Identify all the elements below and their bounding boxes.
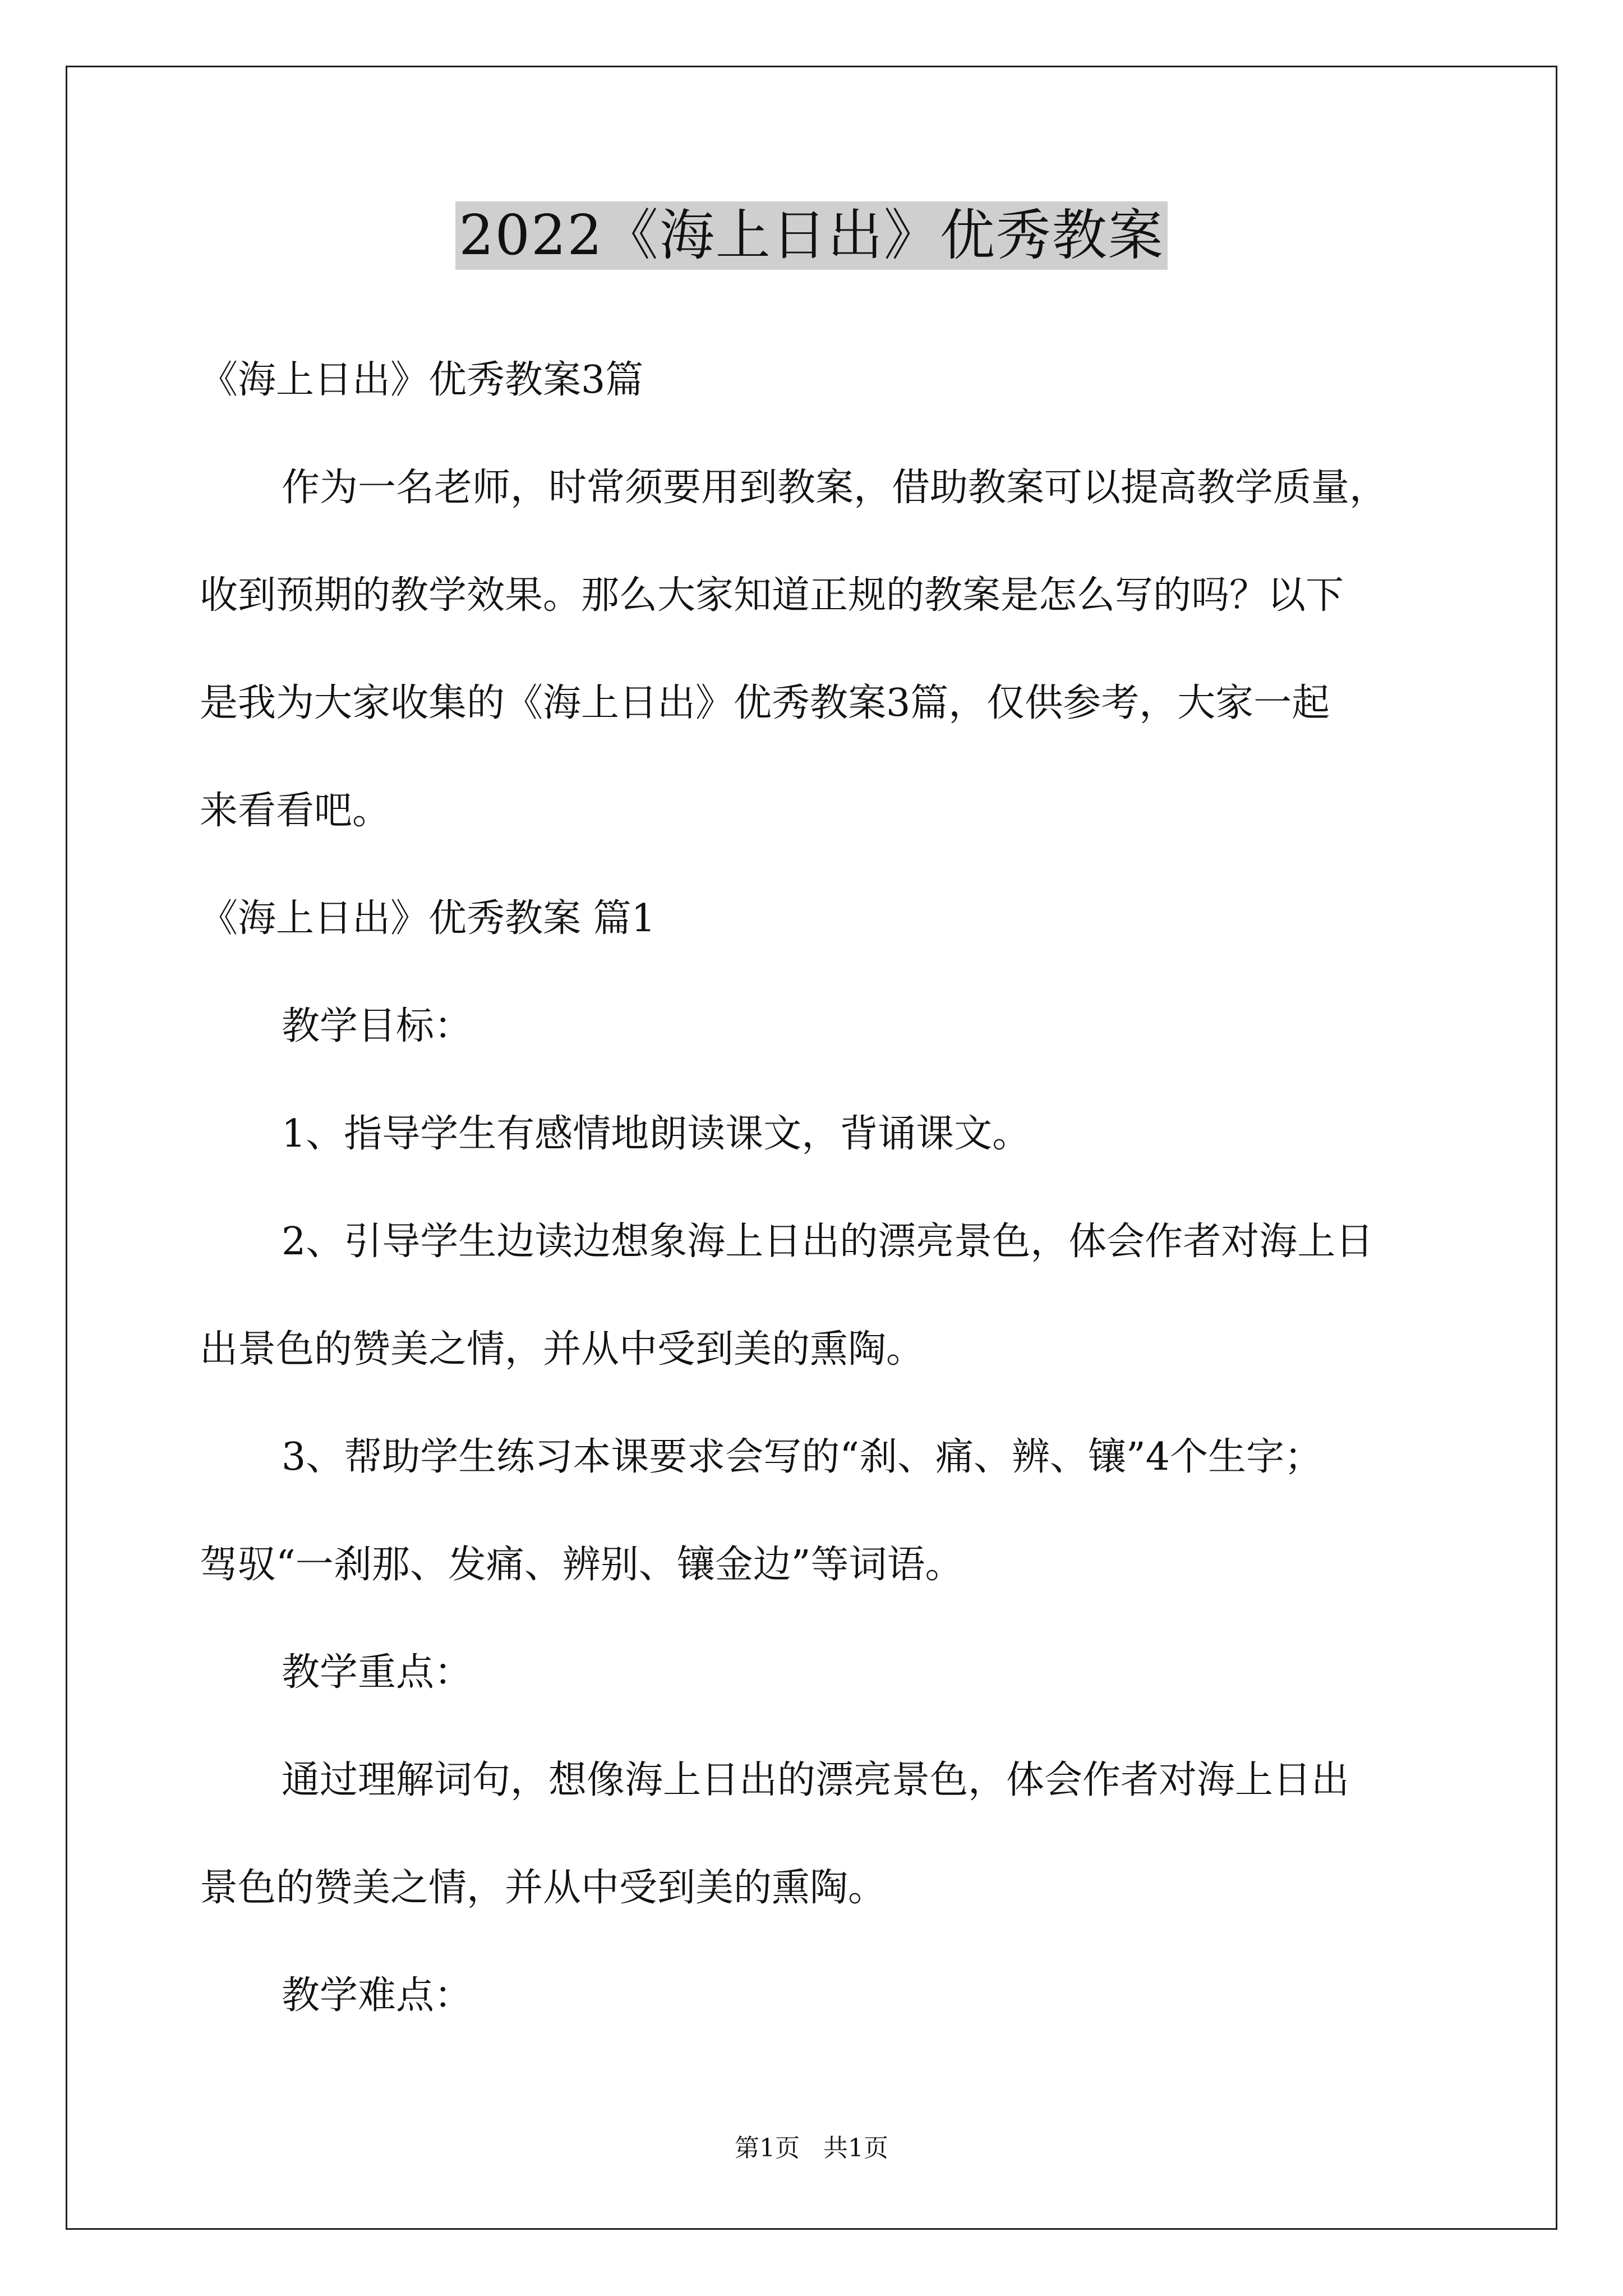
paragraph-line: 是我为大家收集的《海上日出》优秀教案3篇，仅供参考，大家一起 xyxy=(200,681,1330,725)
list-item: 1、指导学生有感情地朗读课文，背诵课文。 xyxy=(282,1112,1031,1156)
paragraph-line: 景色的赞美之情，并从中受到美的熏陶。 xyxy=(200,1866,887,1910)
page-footer: 第1页 共1页 xyxy=(735,2134,888,2162)
paragraph-line: 通过理解词句，想像海上日出的漂亮景色，体会作者对海上日出 xyxy=(282,1758,1350,1802)
document-title-text: 2022《海上日出》优秀教案 xyxy=(455,201,1167,270)
paragraph-line: 收到预期的教学效果。那么大家知道正规的教案是怎么写的吗？以下 xyxy=(200,573,1344,618)
document-title xyxy=(0,194,1623,278)
list-item-continued: 出景色的赞美之情，并从中受到美的熏陶。 xyxy=(200,1327,925,1372)
list-item: 2、引导学生边读边想象海上日出的漂亮景色，体会作者对海上日 xyxy=(282,1220,1374,1264)
subheading-line: 教学难点： xyxy=(282,1973,473,2018)
subheading-line: 教学重点： xyxy=(282,1650,473,1695)
subheading-line: 教学目标： xyxy=(282,1004,473,1048)
subtitle-line: 《海上日出》优秀教案3篇 xyxy=(200,358,644,402)
list-item-continued: 驾驭“一刹那、发痛、辨别、镶金边”等词语。 xyxy=(200,1543,963,1587)
list-item: 3、帮助学生练习本课要求会写的“刹、痛、辨、镶”4个生字； xyxy=(282,1435,1323,1479)
paragraph-line: 作为一名老师，时常须要用到教案，借助教案可以提高教学质量， xyxy=(282,466,1388,510)
section-heading: 《海上日出》优秀教案 篇1 xyxy=(200,896,656,941)
paragraph-line: 来看看吧。 xyxy=(200,789,391,833)
